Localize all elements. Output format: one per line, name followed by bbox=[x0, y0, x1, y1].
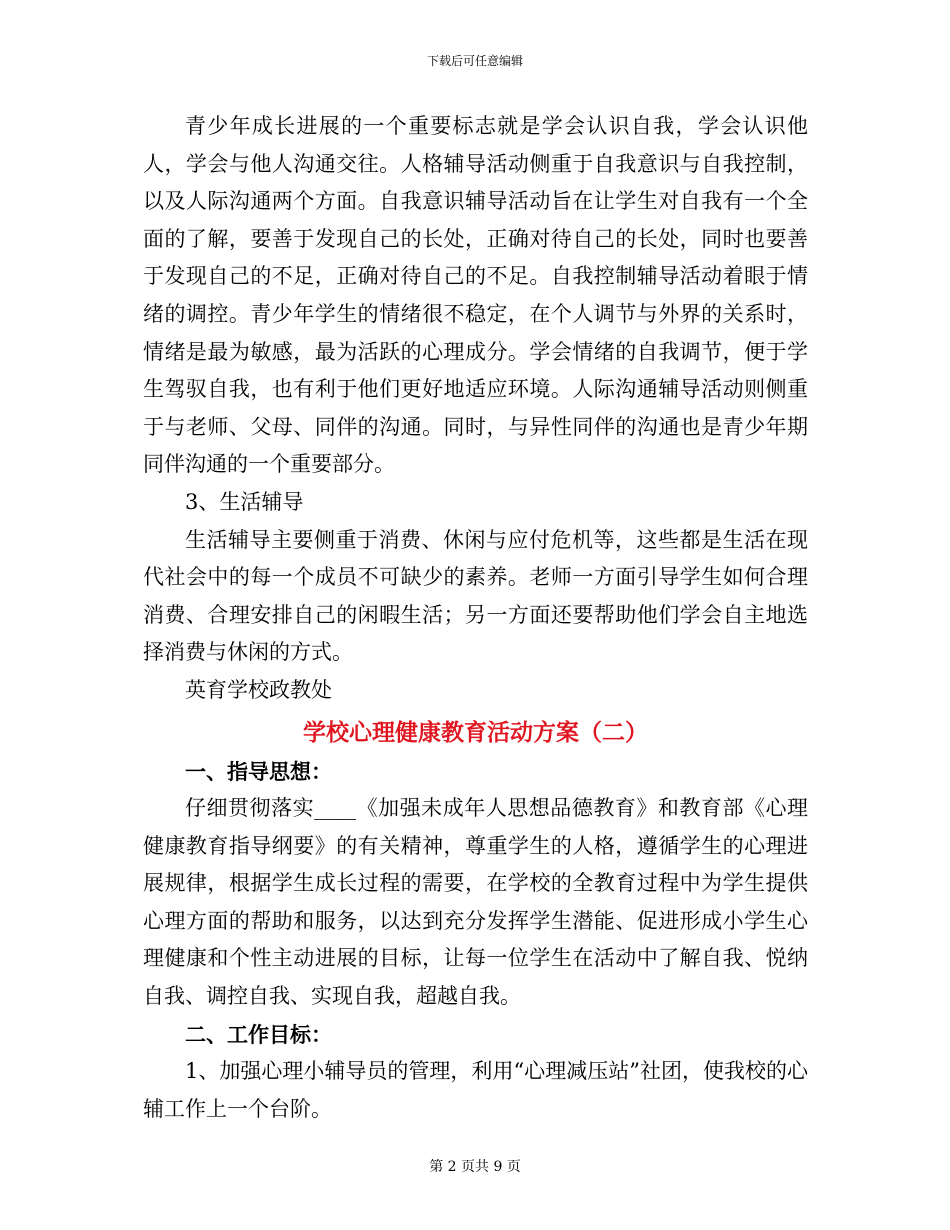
page-footer: 第 2 页共 9 页 bbox=[429, 1159, 521, 1175]
paragraph-work-goal-1: 1、加强心理小辅导员的管理，利用“心理减压站”社团，使我校的心辅工作上一个台阶。 bbox=[143, 1059, 808, 1121]
paragraph-life-guidance: 生活辅导主要侧重于消费、休闲与应付危机等，这些都是生活在现代社会中的每一个成员不可缺少的素养。老师一方面引导学生如何合理消费、合理安排自己的闲暇生活；另一方面还要帮助他们学会自主地选择消费与休闲的方式。 bbox=[143, 527, 808, 665]
signature-school-office: 英育学校政教处 bbox=[185, 677, 332, 702]
page-header: 下载后可任意编辑 bbox=[426, 54, 523, 68]
paragraph-guiding-ideology: 仔细贯彻落实____《加强未成年人思想品德教育》和教育部《心理健康教育指导纲要》的有关精神，尊重学生的人格，遵循学生的心理进展规律，根据学生成长过程的需要，在学校的全教育过程中为学生提供心理方面的帮助和服务，以达到充分发挥学生潜能、促进形成小学生心理健康和个性主动进展的目标，让每一位学生在活动中了解自我、悦纳自我、调控自我、实现自我，超越自我。 bbox=[143, 796, 808, 1009]
document-body bbox=[143, 108, 808, 1128]
section-heading-guiding-ideology: 一、指导思想： bbox=[185, 758, 332, 784]
document-title: 学校心理健康教育活动方案（二） bbox=[303, 718, 648, 746]
section-heading-work-goals: 二、工作目标： bbox=[185, 1021, 332, 1047]
item-life-guidance-heading: 3、生活辅导 bbox=[185, 489, 304, 514]
paragraph-personality-guidance: 青少年成长进展的一个重要标志就是学会认识自我，学会认识他人，学会与他人沟通交往。人格辅导活动侧重于自我意识与自我控制，以及人际沟通两个方面。自我意识辅导活动旨在让学生对自我有一个全面的了解，要善于发现自己的长处，正确对待自己的长处，同时也要善于发现自己的不足，正确对待自己的不足。自我控制辅导活动着眼于情绪的调控。青少年学生的情绪很不稳定，在个人调节与外界的关系时，情绪是最为敏感，最为活跃的心理成分。学会情绪的自我调节，便于学生驾驭自我，也有利于他们更好地适应环境。人际沟通辅导活动则侧重于与老师、父母、同伴的沟通。同时，与异性同伴的沟通也是青少年期同伴沟通的一个重要部分。 bbox=[143, 114, 808, 477]
